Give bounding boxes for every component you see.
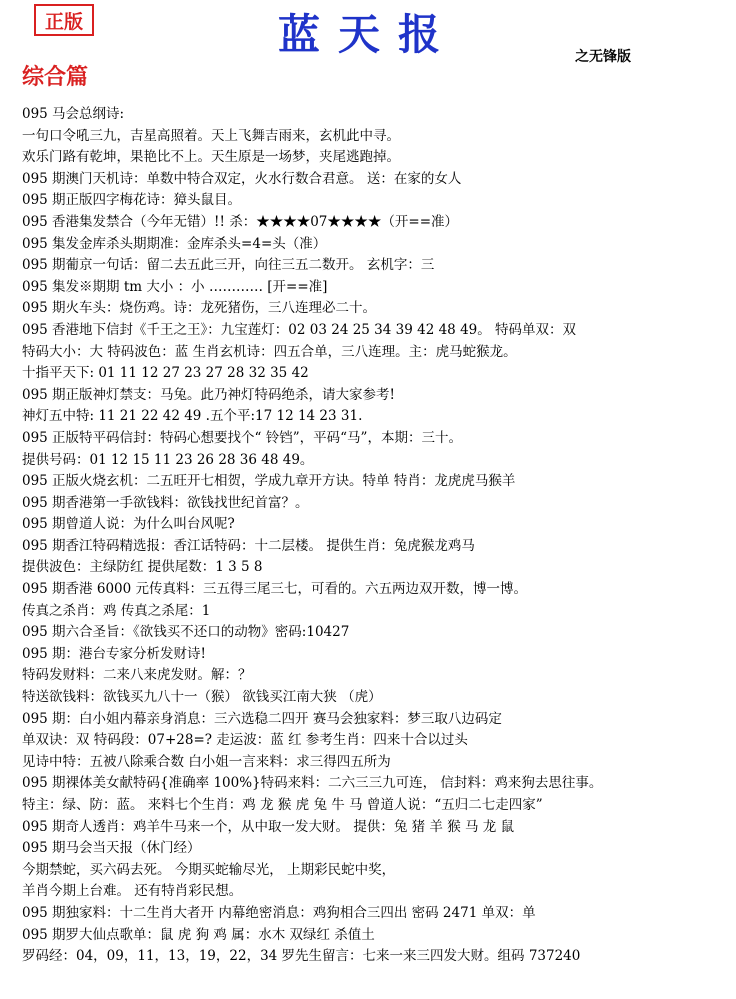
edition-label: 之无锋版 bbox=[575, 49, 631, 65]
text-line: 神灯五中特: 11 21 22 42 49 .五个平:17 12 14 23 31. bbox=[22, 408, 363, 425]
text-line: 095 集发金库杀头期期准：金库杀头=4=头（准） bbox=[22, 235, 327, 252]
text-line: 095 期独家料：十二生肖大者开 内幕绝密消息：鸡狗相合三四出 密码 2471 单双：单 bbox=[22, 904, 536, 921]
text-line: 095 期罗大仙点歌单：鼠 虎 狗 鸡 属：水木 双绿红 杀值土 bbox=[22, 926, 375, 943]
text-line: 095 香港集发禁合（今年无错）!! 杀：★★★★07★★★★（开==准） bbox=[22, 213, 459, 230]
text-line: 095 集发※期期 tm 大小 ：小 ………… [开==准] bbox=[22, 278, 328, 295]
text-line: 095 期香港 6000 元传真料：三五得三尾三七，可看的。六五两边双开数，博一博。 bbox=[22, 581, 527, 598]
text-line: 095 期裸体美女献特码{准确率 100%}特码来料：二六三三九可连， 信封料：鸡来狗去思往事。 bbox=[22, 775, 603, 792]
authentic-badge: 正版 bbox=[34, 4, 94, 36]
text-line: 095 期火车头：烧伤鸡。诗：龙死猪伤，三八连理必二十。 bbox=[22, 300, 377, 317]
text-line: 单双诀：双 特码段：07+28=? 走运波：蓝 红 参考生肖：四来十合以过头 bbox=[22, 732, 468, 749]
text-line: 095 正版特平码信封：特码心想要找个“ 铃铛”，平码“马”，本期：三十。 bbox=[22, 429, 462, 446]
text-line: 095 香港地下信封《千王之王》：九宝莲灯：02 03 24 25 34 39 42 48 49。 特码单双：双 bbox=[22, 321, 577, 338]
text-line: 095 期澳门天机诗：单数中特合双定，火水行数合君意。 送：在家的女人 bbox=[22, 170, 462, 187]
content-lines bbox=[22, 104, 730, 968]
text-line: 特送欲钱料：欲钱买九八十一（猴） 欲钱买江南大狭 （虎） bbox=[22, 689, 382, 706]
text-line: 095 期香港第一手欲钱料：欲钱找世纪首富？。 bbox=[22, 494, 309, 511]
text-line: 095 期：港台专家分析发财诗! bbox=[22, 645, 206, 662]
text-line: 提供号码：01 12 15 11 23 26 28 36 48 49。 bbox=[22, 451, 314, 468]
text-line: 特主：绿、防：蓝。 来料七个生肖：鸡 龙 猴 虎 兔 牛 马 曾道人说：“五归二七走四家” bbox=[22, 797, 543, 813]
text-line: 罗码经：04，09，11，13，19，22，34 罗先生留言：七来一来三四发大财。组码 737240 bbox=[22, 948, 581, 965]
text-line: 提供波色：主绿防红 提供尾数：1 3 5 8 bbox=[22, 559, 263, 576]
text-line: 095 期马会当天报（休门经） bbox=[22, 840, 201, 857]
text-line: 095 期曾道人说：为什么叫台风呢? bbox=[22, 516, 235, 533]
text-line: 095 期香江特码精选报：香江话特码：十二层楼。 提供生肖：兔虎猴龙鸡马 bbox=[22, 537, 475, 554]
text-line: 一句口令吼三九，吉星高照着。天上飞舞吉雨来，玄机此中寻。 bbox=[22, 127, 400, 144]
text-line: 095 期：白小姐内幕亲身消息：三六选稳二四开 赛马会独家料：梦三取八边码定 bbox=[22, 710, 502, 727]
text-line: 羊肖今期上台难。 还有特肖彩民想。 bbox=[22, 883, 243, 900]
text-line: 095 正版火烧玄机：二五旺开七相贺，学成九章开方诀。特单 特肖：龙虎虎马猴羊 bbox=[22, 473, 516, 490]
text-line: 传真之杀肖：鸡 传真之杀尾：1 bbox=[22, 602, 211, 619]
text-line: 十指平天下: 01 11 12 27 23 27 28 32 35 42 bbox=[22, 365, 309, 382]
text-line: 095 期正版四字梅花诗：獐头鼠目。 bbox=[22, 192, 242, 209]
text-line: 特码发财料：二来八来虎发财。解：？ bbox=[22, 667, 252, 684]
text-line: 095 马会总纲诗: bbox=[22, 106, 125, 122]
text-line: 今期禁蛇，买六码去死。 今期买蛇输尽光， 上期彩民蛇中奖， bbox=[22, 861, 396, 878]
text-line: 095 期葡京一句话：留二去五此三开，向往三五二数开。 玄机字：三 bbox=[22, 257, 435, 274]
text-line: 特码大小：大 特码波色：蓝 生肖玄机诗：四五合单，三八连理。主：虎马蛇猴龙。 bbox=[22, 343, 517, 360]
newspaper-title: 蓝天报 bbox=[277, 10, 458, 59]
section-heading: 综合篇 bbox=[22, 64, 89, 90]
text-line: 095 期奇人透肖：鸡羊牛马来一个，从中取一发大财。 提供：兔 猪 羊 猴 马 龙 鼠 bbox=[22, 818, 515, 835]
text-line: 欢乐门路有乾坤，果艳比不上。天生原是一场梦，夹尾逃跑掉。 bbox=[22, 149, 400, 166]
text-line: 095 期六合圣旨：《欲钱买不还口的动物》密码:10427 bbox=[22, 624, 350, 641]
text-line: 见诗中特：五被八除乘合数 白小姐一言来料：求三得四五所为 bbox=[22, 753, 391, 770]
text-line: 095 期正版神灯禁支：马兔。此乃神灯特码绝杀，请大家参考! bbox=[22, 386, 395, 403]
